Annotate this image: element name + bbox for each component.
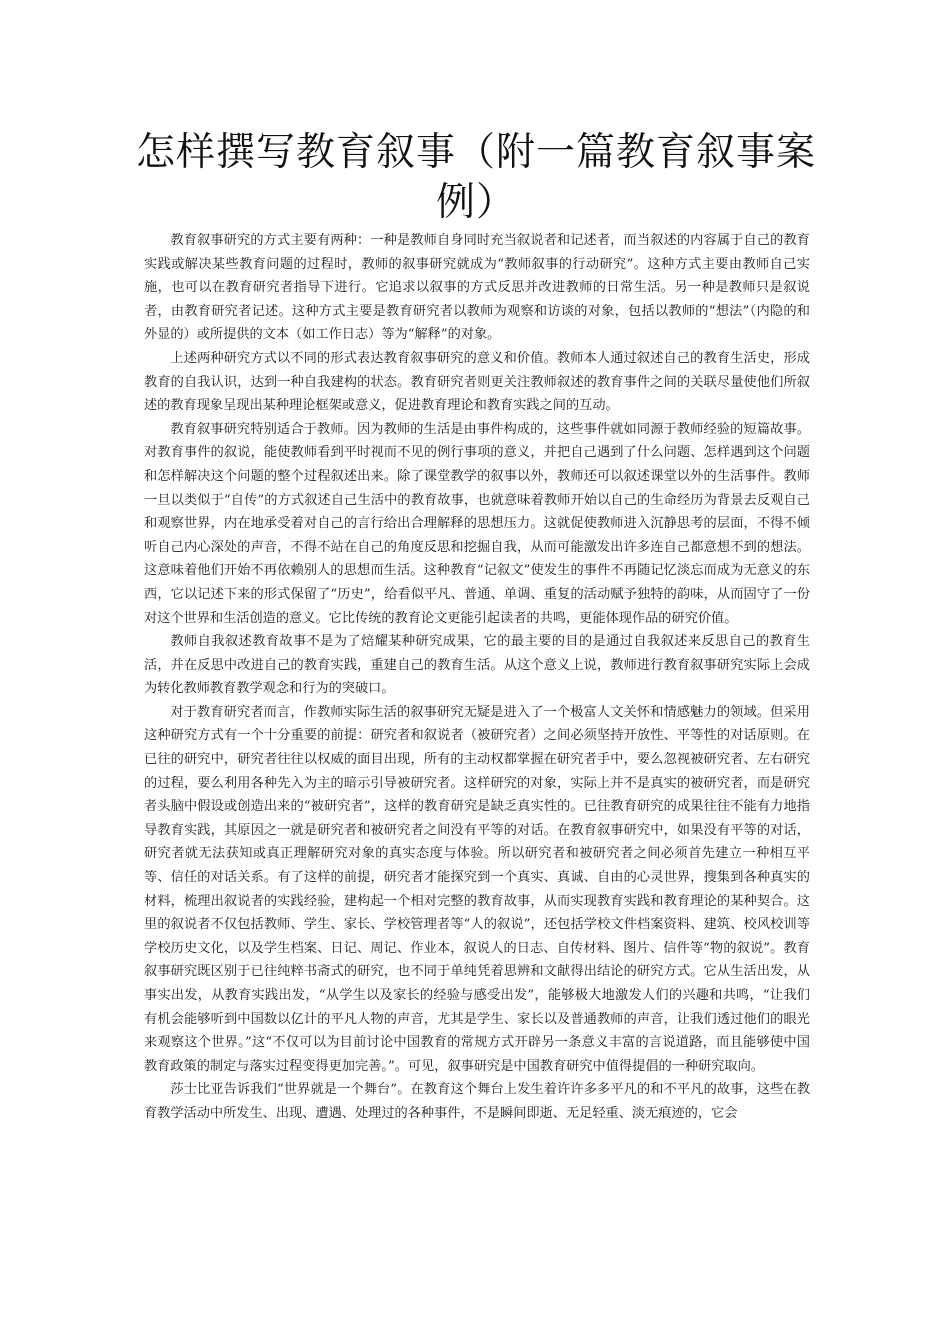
document-body [144, 229, 810, 1126]
paragraph: 莎士比亚告诉我们“世界就是一个舞台”。在教育这个舞台上发生着许许多多平凡的和不平凡的故事，这些在教育教学活动中所发生、出现、遭遇、处理过的各种事件，不是瞬间即逝、无足轻重、淡无痕迹的，它会 [144, 1082, 810, 1121]
paragraph: 教师自我叙述教育故事不是为了焙耀某种研究成果，它的最主要的目的是通过自我叙述来反思自己的教育生活，并在反思中改进自己的教育实践，重建自己的教育生活。从这个意义上说，教师进行教育叙事研究实际上会成为转化教师教育教学观念和行为的突破口。 [144, 634, 810, 697]
paragraph: 上述两种研究方式以不同的形式表达教育叙事研究的意义和价值。教师本人通过叙述自己的教育生活史，形成教育的自我认识，达到一种自我建构的状态。教育研究者则更关注教师叙述的教育事件之间的关联尽量使他们所叙述的教育现象呈现出某种理论框架或意义，促进教育理论和教育实践之间的互动。 [144, 350, 810, 414]
paragraph: 教育叙事研究特别适合于教师。因为教师的生活是由事件构成的，这些事件就如同源于教师经验的短篇故事。对教育事件的叙说，能使教师看到平时视而不见的例行事项的意义，并把自己遇到了什么问题、怎样遇到这个问题和怎样解决这个问题的整个过程叙述出来。除了课堂教学的叙事以外，教师还可以叙述课堂以外的生活事件。教师一旦以类似于“自传”的方式叙述自己生活中的教育故事，也就意味着教师开始以自己的生命经历为背景去反观自己和观察世界，内在地承受着对自己的言行给出合理解释的思想压力。这就促使教师进入沉静思考的层面，不得不倾听自己内心深处的声音，不得不站在自己的角度反思和挖掘自我，从而可能激发出许多连自己都意想不到的想法。这意味着他们开始不再依赖别人的思想而生活。这种教育“记叙文”使发生的事件不再随记忆淡忘而成为无意义的东西，它以记述下来的形式保留了“历史”，给看似平凡、普通、单调、重复的活动赋予独特的韵味，从而固守了一份对这个世界和生活创造的意义。它比传统的教育论文更能引起读者的共鸣，更能体现作品的研究价值。 [144, 421, 810, 626]
paragraph: 教育叙事研究的方式主要有两种：一种是教师自身同时充当叙说者和记述者，而当叙述的内容属于自己的教育实践或解决某些教育问题的过程时，教师的叙事研究就成为“教师叙事的行动研究”。这种方式主要由教师自己实施，也可以在教育研究者指导下进行。它追求以叙事的方式反思并改进教师的日常生活。另一种是教师只是叙说者，由教育研究者记述。这种方式主要是教育研究者以教师为观察和访谈的对象，包括以教师的“想法”（内隐的和外显的）或所提供的文本（如工作日志）等为“解释”的对象。 [144, 233, 810, 343]
document-title: 怎样撰写教育叙事（附一篇教育叙事案例） [135, 130, 816, 225]
paragraph: 对于教育研究者而言，作教师实际生活的叙事研究无疑是进入了一个极富人文关怀和情感魅力的领域。但采用这种研究方式有一个十分重要的前提：研究者和叙说者（被研究者）之间必须坚持开放性、平等性的对话原则。在已往的研究中，研究者往往以权威的面目出现，所有的主动权都掌握在研究者手中，要么忽视被研究者、左右研究的过程，要么利用各种先入为主的暗示引导被研究者。这样研究的对象，实际上并不是真实的被研究者，而是研究者头脑中假设或创造出来的“被研究者”，这样的教育研究是缺乏真实性的。已往教育研究的成果往往不能有力地指导教育实践，其原因之一就是研究者和被研究者之间没有平等的对话。在教育叙事研究中，如果没有平等的对话，研究者就无法获知或真正理解研究对象的真实态度与体验。所以研究者和被研究者之间必须首先建立一种相互平等、信任的对话关系。有了这样的前提，研究者才能探究到一个真实、真诚、自由的心灵世界，搜集到各种真实的材料，梳理出叙说者的实践经验，建构起一个相对完整的教育故事，从而实现教育实践和教育理论的某种契合。这里的叙说者不仅包括教师、学生、家长、学校管理者等“人的叙说”，还包括学校文件档案资料、建筑、校风校训等学校历史文化，以及学生档案、日记、周记、作业本，叙说人的日志、自传材料、图片、信件等“物的叙说”。教育叙事研究既区别于已往纯粹书斋式的研究，也不同于单纯凭着思辨和文献得出结论的研究方式。它从生活出发，从事实出发，从教育实践出发，“从学生以及家长的经验与感受出发”，能够极大地激发人们的兴趣和共鸣，“让我们有机会能够听到中国数以亿计的平凡人物的声音，尤其是学生、家长以及普通教师的声音，让我们透过他们的眼光来观察这个世界。”这“不仅可以为目前讨论中国教育的常规方式开辟另一条意义丰富的言说道路，而且能够使中国教育政策的制定与落实过程变得更加完善。”。可见，叙事研究是中国教育研究中值得提倡的一种研究取向。 [144, 704, 810, 1074]
